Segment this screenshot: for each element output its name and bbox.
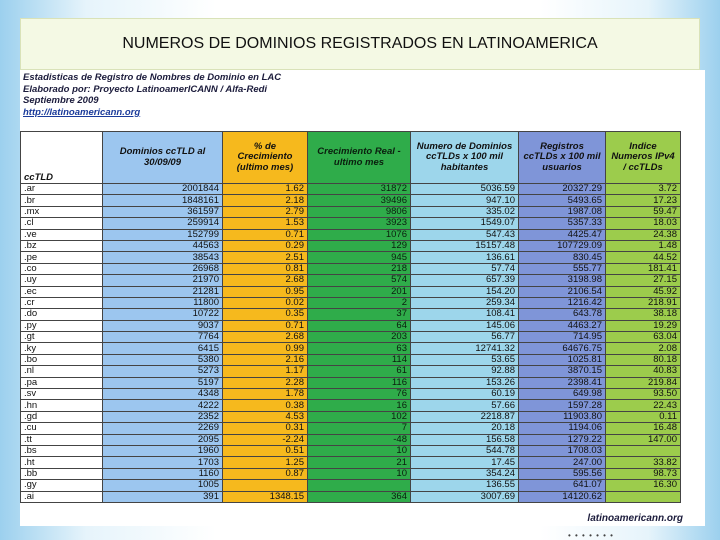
table-cell: 16.48: [606, 423, 681, 434]
table-cell: 2001844: [103, 184, 223, 195]
slide-title-bar: [20, 18, 700, 70]
table-cell: 10: [308, 468, 411, 479]
table-cell: .tt: [21, 434, 103, 445]
table-cell: .py: [21, 320, 103, 331]
header-link[interactable]: http://latinoamericann.org: [23, 106, 141, 118]
table-cell: 1279.22: [519, 434, 606, 445]
footer-url: latinoamericann.org: [587, 513, 683, 524]
table-cell: 17.23: [606, 195, 681, 206]
table-cell: 1025.81: [519, 354, 606, 365]
table-cell: 3198.98: [519, 275, 606, 286]
table-cell: 945: [308, 252, 411, 263]
table-cell: 1.17: [223, 366, 308, 377]
table-cell: 2.51: [223, 252, 308, 263]
table-cell: 92.88: [411, 366, 519, 377]
table-row: [21, 286, 681, 297]
table-cell: 1076: [308, 229, 411, 240]
table-cell: .pa: [21, 377, 103, 388]
table-cell: 1848161: [103, 195, 223, 206]
table-cell: 555.77: [519, 263, 606, 274]
table-cell: 181.41: [606, 263, 681, 274]
table-row: [21, 332, 681, 343]
table-cell: 60.19: [411, 389, 519, 400]
table-cell: 11903.80: [519, 411, 606, 422]
table-cell: .cl: [21, 218, 103, 229]
table-cell: 4463.27: [519, 320, 606, 331]
table-cell: 24.38: [606, 229, 681, 240]
table-cell: 1.53: [223, 218, 308, 229]
table-row: [21, 343, 681, 354]
table-cell: 9037: [103, 320, 223, 331]
table-cell: 1987.08: [519, 206, 606, 217]
table-cell: 16.30: [606, 480, 681, 491]
table-cell: 3870.15: [519, 366, 606, 377]
table-row: [21, 423, 681, 434]
table-cell: .mx: [21, 206, 103, 217]
table-cell: 1216.42: [519, 297, 606, 308]
table-row: [21, 218, 681, 229]
table-cell: 5380: [103, 354, 223, 365]
table-cell: 1.62: [223, 184, 308, 195]
table-body: [21, 184, 681, 503]
table-cell: 44563: [103, 240, 223, 251]
column-header-cctld: ccTLD: [21, 132, 103, 184]
table-cell: 0.95: [223, 286, 308, 297]
table-cell: 57.66: [411, 400, 519, 411]
table-cell: 4425.47: [519, 229, 606, 240]
table-cell: 5036.59: [411, 184, 519, 195]
table-cell: -2.24: [223, 434, 308, 445]
table-row: [21, 445, 681, 456]
table-cell: 20327.29: [519, 184, 606, 195]
table-row: [21, 320, 681, 331]
table-row: [21, 434, 681, 445]
table-cell: 218.91: [606, 297, 681, 308]
table-cell: 27.15: [606, 275, 681, 286]
table-row: [21, 457, 681, 468]
table-cell: 657.39: [411, 275, 519, 286]
table-cell: 39496: [308, 195, 411, 206]
column-header-growth-percent: % de Crecimiento (ultimo mes): [223, 132, 308, 184]
table-cell: 0.71: [223, 229, 308, 240]
table-cell: 59.47: [606, 206, 681, 217]
table-cell: 114: [308, 354, 411, 365]
table-cell: 12741.32: [411, 343, 519, 354]
table-cell: .co: [21, 263, 103, 274]
table-cell: 1703: [103, 457, 223, 468]
header-line-1: Estadisticas de Registro de Nombres de Dominio en LAC: [23, 72, 282, 83]
table-cell: .nl: [21, 366, 103, 377]
table-cell: 7764: [103, 332, 223, 343]
table-cell: 391: [103, 491, 223, 502]
table-cell: 5357.33: [519, 218, 606, 229]
table-row: [21, 263, 681, 274]
table-cell: 1549.07: [411, 218, 519, 229]
table-cell: .uy: [21, 275, 103, 286]
table-cell: 1.78: [223, 389, 308, 400]
table-cell: 259.34: [411, 297, 519, 308]
table-cell: 4.53: [223, 411, 308, 422]
table-cell: 10722: [103, 309, 223, 320]
table-row: [21, 389, 681, 400]
table-cell: 93.50: [606, 389, 681, 400]
table-cell: 0.81: [223, 263, 308, 274]
table-cell: 22.43: [606, 400, 681, 411]
table-cell: 2106.54: [519, 286, 606, 297]
table-cell: 145.06: [411, 320, 519, 331]
table-cell: 1160: [103, 468, 223, 479]
table-cell: .gt: [21, 332, 103, 343]
table-cell: 17.45: [411, 457, 519, 468]
header-line-3: Septiembre 2009: [23, 95, 99, 106]
table-cell: 9806: [308, 206, 411, 217]
column-header-real-growth: Crecimiento Real - ultimo mes: [308, 132, 411, 184]
table-cell: 20.18: [411, 423, 519, 434]
table-cell: 2.08: [606, 343, 681, 354]
table-cell: 156.58: [411, 434, 519, 445]
column-header-domains: Dominios ccTLD al 30/09/09: [103, 132, 223, 184]
table-cell: 107729.09: [519, 240, 606, 251]
table-cell: 136.61: [411, 252, 519, 263]
table-cell: 0.71: [223, 320, 308, 331]
table-row: [21, 252, 681, 263]
table-cell: [606, 445, 681, 456]
table-cell: 98.73: [606, 468, 681, 479]
table-cell: 0.35: [223, 309, 308, 320]
table-cell: 63.04: [606, 332, 681, 343]
table-cell: 947.10: [411, 195, 519, 206]
table-cell: 15157.48: [411, 240, 519, 251]
table-cell: [223, 480, 308, 491]
table-cell: 4222: [103, 400, 223, 411]
table-row: [21, 240, 681, 251]
table-header-row: [21, 132, 681, 184]
table-cell: 61: [308, 366, 411, 377]
table-cell: 64: [308, 320, 411, 331]
table-cell: 44.52: [606, 252, 681, 263]
table-cell: 1960: [103, 445, 223, 456]
table-cell: 4348: [103, 389, 223, 400]
table-row: [21, 354, 681, 365]
table-cell: 0.99: [223, 343, 308, 354]
table-cell: 2.79: [223, 206, 308, 217]
table-cell: 38543: [103, 252, 223, 263]
table-row: [21, 309, 681, 320]
footer-dots: • • • • • • •: [568, 531, 614, 540]
table-cell: 5197: [103, 377, 223, 388]
table-cell: 0.11: [606, 411, 681, 422]
table-cell: [606, 491, 681, 502]
table-cell: 218: [308, 263, 411, 274]
table-cell: 6415: [103, 343, 223, 354]
table-row: [21, 297, 681, 308]
statistics-sheet: [20, 70, 705, 526]
table-cell: 153.26: [411, 377, 519, 388]
table-cell: .cr: [21, 297, 103, 308]
column-header-per-100k-users: Registros ccTLDs x 100 mil usuarios: [519, 132, 606, 184]
table-cell: .ve: [21, 229, 103, 240]
table-cell: 364: [308, 491, 411, 502]
table-cell: 0.87: [223, 468, 308, 479]
table-cell: 544.78: [411, 445, 519, 456]
table-cell: 40.83: [606, 366, 681, 377]
table-cell: 37: [308, 309, 411, 320]
table-cell: 547.43: [411, 229, 519, 240]
table-cell: .br: [21, 195, 103, 206]
table-cell: 2.18: [223, 195, 308, 206]
table-cell: 714.95: [519, 332, 606, 343]
table-cell: 259914: [103, 218, 223, 229]
table-cell: 574: [308, 275, 411, 286]
table-cell: 21: [308, 457, 411, 468]
table-cell: 2: [308, 297, 411, 308]
table-row: [21, 229, 681, 240]
table-cell: 19.29: [606, 320, 681, 331]
table-cell: .ec: [21, 286, 103, 297]
table-cell: 147.00: [606, 434, 681, 445]
table-row: [21, 491, 681, 502]
slide-title: NUMEROS DE DOMINIOS REGISTRADOS EN LATINOAMERICA: [122, 35, 598, 52]
table-cell: 643.78: [519, 309, 606, 320]
table-cell: 56.77: [411, 332, 519, 343]
table-cell: 102: [308, 411, 411, 422]
table-cell: 3007.69: [411, 491, 519, 502]
header-line-2: Elaborado por: Proyecto LatinoamerICANN / Alfa-Redi: [23, 83, 268, 95]
table-cell: 7: [308, 423, 411, 434]
table-cell: 5273: [103, 366, 223, 377]
table-cell: 21970: [103, 275, 223, 286]
table-row: [21, 411, 681, 422]
table-cell: .bb: [21, 468, 103, 479]
table-row: [21, 275, 681, 286]
table-cell: 3.72: [606, 184, 681, 195]
table-cell: 76: [308, 389, 411, 400]
table-cell: 33.82: [606, 457, 681, 468]
table-cell: 45.92: [606, 286, 681, 297]
table-row: [21, 480, 681, 491]
table-cell: 335.02: [411, 206, 519, 217]
table-cell: 57.74: [411, 263, 519, 274]
table-cell: 129: [308, 240, 411, 251]
table-cell: .bs: [21, 445, 103, 456]
table-cell: 354.24: [411, 468, 519, 479]
table-cell: .ai: [21, 491, 103, 502]
column-header-per-100k-inhabitants: Numero de Dominios ccTLDs x 100 mil habitantes: [411, 132, 519, 184]
table-row: [21, 468, 681, 479]
table-cell: .sv: [21, 389, 103, 400]
table-cell: .ky: [21, 343, 103, 354]
table-cell: -48: [308, 434, 411, 445]
table-cell: .hn: [21, 400, 103, 411]
table-cell: 1.25: [223, 457, 308, 468]
table-cell: 38.18: [606, 309, 681, 320]
table-cell: .ht: [21, 457, 103, 468]
table-cell: 108.41: [411, 309, 519, 320]
table-row: [21, 195, 681, 206]
table-cell: 0.31: [223, 423, 308, 434]
table-cell: 14120.62: [519, 491, 606, 502]
table-cell: 2352: [103, 411, 223, 422]
table-cell: 2218.87: [411, 411, 519, 422]
table-cell: 201: [308, 286, 411, 297]
table-cell: .bz: [21, 240, 103, 251]
table-cell: 116: [308, 377, 411, 388]
table-cell: 247.00: [519, 457, 606, 468]
table-cell: 219.84: [606, 377, 681, 388]
table-cell: 1.48: [606, 240, 681, 251]
table-cell: 53.65: [411, 354, 519, 365]
table-cell: 361597: [103, 206, 223, 217]
table-cell: 80.18: [606, 354, 681, 365]
table-cell: 0.29: [223, 240, 308, 251]
table-cell: 3923: [308, 218, 411, 229]
table-cell: 2.28: [223, 377, 308, 388]
table-row: [21, 206, 681, 217]
table-row: [21, 366, 681, 377]
table-cell: .gy: [21, 480, 103, 491]
table-cell: 154.20: [411, 286, 519, 297]
table-cell: 18.03: [606, 218, 681, 229]
table-cell: .bo: [21, 354, 103, 365]
table-cell: [308, 480, 411, 491]
table-cell: 1708.03: [519, 445, 606, 456]
table-cell: 11800: [103, 297, 223, 308]
sheet-header: [23, 72, 281, 118]
table-cell: .ar: [21, 184, 103, 195]
table-cell: 2.16: [223, 354, 308, 365]
table-row: [21, 377, 681, 388]
table-cell: 136.55: [411, 480, 519, 491]
table-cell: 10: [308, 445, 411, 456]
table-cell: 5493.65: [519, 195, 606, 206]
table-cell: 641.07: [519, 480, 606, 491]
table-cell: .do: [21, 309, 103, 320]
table-cell: 2.68: [223, 275, 308, 286]
table-cell: 2.68: [223, 332, 308, 343]
table-cell: 1597.28: [519, 400, 606, 411]
table-cell: .cu: [21, 423, 103, 434]
table-cell: 26968: [103, 263, 223, 274]
table-cell: 2095: [103, 434, 223, 445]
table-cell: 2269: [103, 423, 223, 434]
table-cell: 2398.41: [519, 377, 606, 388]
table-cell: 0.02: [223, 297, 308, 308]
table-cell: 64676.75: [519, 343, 606, 354]
table-cell: 1005: [103, 480, 223, 491]
table-cell: 31872: [308, 184, 411, 195]
table-cell: .gd: [21, 411, 103, 422]
table-row: [21, 184, 681, 195]
table-cell: 152799: [103, 229, 223, 240]
table-cell: 595.56: [519, 468, 606, 479]
table-cell: .pe: [21, 252, 103, 263]
table-cell: 0.51: [223, 445, 308, 456]
table-cell: 16: [308, 400, 411, 411]
table-row: [21, 400, 681, 411]
table-cell: 1194.06: [519, 423, 606, 434]
table-cell: 649.98: [519, 389, 606, 400]
table-cell: 203: [308, 332, 411, 343]
domain-stats-table: [20, 131, 681, 503]
table-cell: 21281: [103, 286, 223, 297]
table-cell: 63: [308, 343, 411, 354]
table-cell: 1348.15: [223, 491, 308, 502]
table-cell: 0.38: [223, 400, 308, 411]
column-header-ipv4-index: Indice Numeros IPv4 / ccTLDs: [606, 132, 681, 184]
table-cell: 830.45: [519, 252, 606, 263]
